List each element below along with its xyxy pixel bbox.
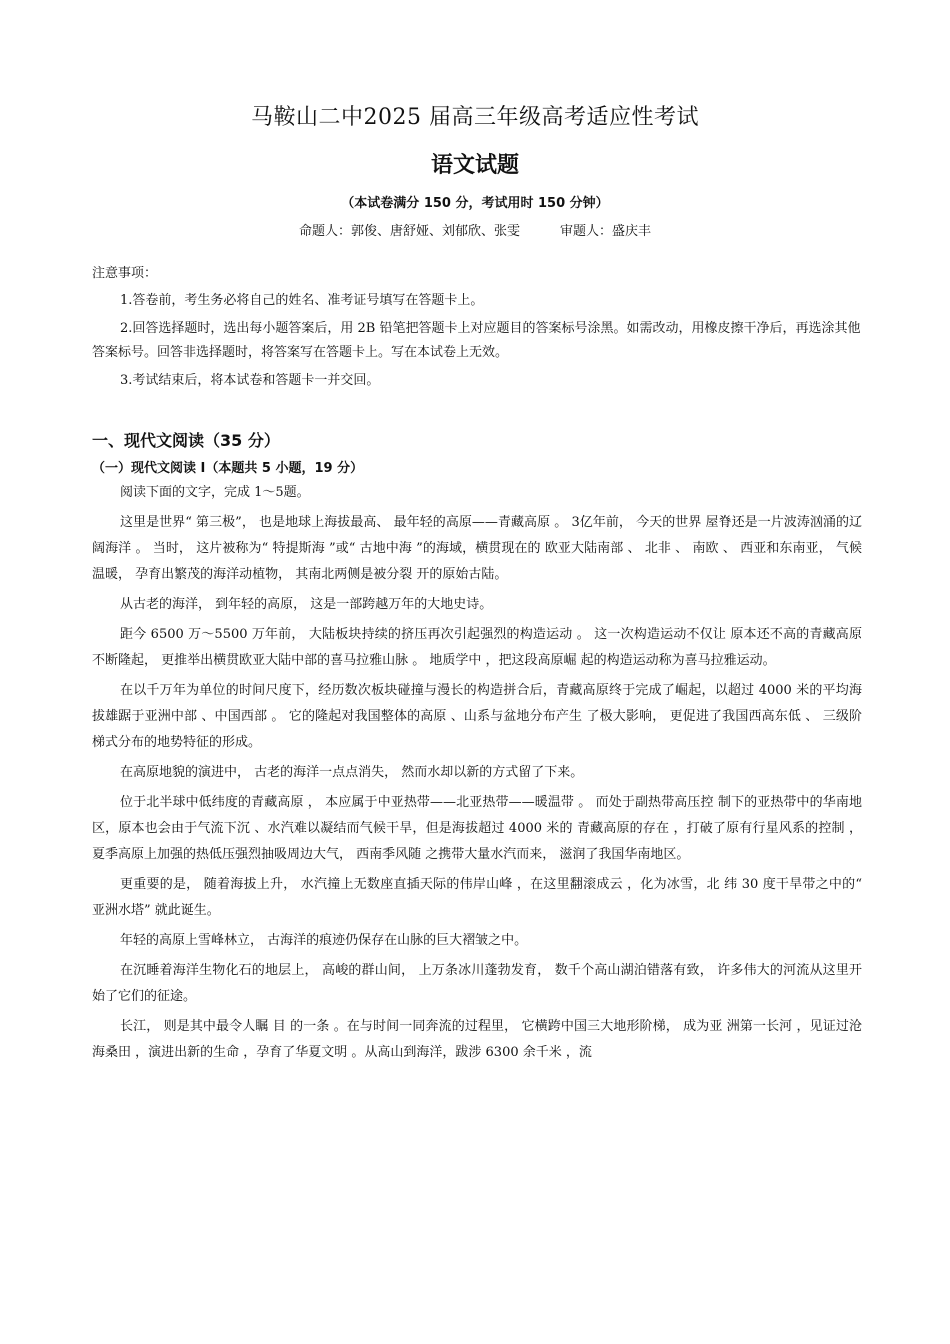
notice-item: 1.答卷前，考生务必将自己的姓名、准考证号填写在答题卡上。: [120, 293, 484, 308]
question-authors: 命题人：郭俊、唐舒娅、刘郁欣、张雯: [298, 224, 520, 239]
reviewer: 审题人：盛庆丰: [560, 224, 652, 239]
passage-paragraph: 位于北半球中低纬度的青藏高原 ， 本应属于中亚热带——北亚热带——暖温带 。 而处于副热带高压控 制下的亚热带中的华南地区，原本也会由于气流下沉 、水汽难以凝结而气候干旱，但是海拔超过 4000 米的 青藏高原的存在 ，打破了原有行星风系的控制 ，夏季高原上加强的热低压强烈抽吸周边大气， 西南季风随 之携带大量水汽而来， 滋润了我国华南地区。: [92, 795, 862, 862]
notice-item: 2.回答选择题时，选出每小题答案后，用 2B 铅笔把答题卡上对应题目的答案标号涂黑。如需改动，用橡皮擦干净后，再选涂其他答案标号。回答非选择题时，将答案写在答题卡上。写在本试卷上无效。: [92, 321, 861, 360]
passage-paragraph: 长江， 则是其中最令人瞩 目 的一条 。在与时间一同奔流的过程里， 它横跨中国三大地形阶梯， 成为亚 洲第一长河 ，见证过沧海桑田 ，演进出新的生命 ，孕育了华夏文明 。从高山到海洋，跋涉 6300 余千米 ，流: [92, 1019, 862, 1060]
exam-title: 马鞍山二中2025 届高三年级高考适应性考试: [251, 105, 699, 130]
passage-paragraph: 在以千万年为单位的时间尺度下，经历数次板块碰撞与漫长的构造拼合后，青藏高原终于完成了崛起，以超过 4000 米的平均海拔雄踞于亚洲中部 、中国西部 。 它的隆起对我国整体的高原 、山系与盆地分布产生 了极大影响， 更促进了我国西高东低 、 三级阶梯式分布的地势特征的形成。: [92, 683, 862, 750]
notice-heading: 注意事项：: [92, 266, 158, 281]
reading-passage: [92, 480, 862, 1070]
section-heading: 一、现代文阅读（35 分）: [92, 431, 280, 450]
notice-item: 3.考试结束后，将本试卷和答题卡一并交回。: [120, 373, 380, 388]
passage-paragraph: 年轻的高原上雪峰林立， 古海洋的痕迹仍保存在山脉的巨大褶皱之中。: [120, 933, 528, 948]
passage-paragraph: 更重要的是， 随着海拔上升， 水汽撞上无数座直插天际的伟岸山峰 ，在这里翻滚成云 ，化为冰雪，北 纬 30 度干旱带之中的“ 亚洲水塔” 就此诞生。: [92, 877, 862, 918]
passage-paragraph: 这里是世界“ 第三极”， 也是地球上海拔最高、 最年轻的高原——青藏高原 。 3亿年前， 今天的世界 屋脊还是一片波涛汹涌的辽阔海洋 。 当时， 这片被称为“ 特提斯海 ”或“ 古地中海 ”的海域，横贯现在的 欧亚大陆南部 、 北非 、 南欧 、 西亚和东南亚， 气候温暖， 孕育出繁茂的海洋动植物， 其南北两侧是被分裂 开的原始古陆。: [92, 515, 862, 582]
notice-block: [92, 262, 862, 397]
authors-line: [0, 220, 950, 239]
subject-title: 语文试题: [430, 153, 519, 178]
passage-paragraph: 在高原地貌的演进中， 古老的海洋一点点消失， 然而水却以新的方式留了下来。: [120, 765, 584, 780]
subsection-heading: （一）现代文阅读 Ⅰ（本题共 5 小题，19 分）: [92, 461, 364, 476]
passage-paragraph: 从古老的海洋， 到年轻的高原， 这是一部跨越万年的大地史诗。: [120, 597, 493, 612]
passage-paragraph: 在沉睡着海洋生物化石的地层上， 高峻的群山间， 上万条冰川蓬勃发育， 数千个高山湖泊错落有致， 许多伟大的河流从这里开始了它们的征途。: [92, 963, 862, 1004]
exam-score-time-note: （本试卷满分 150 分，考试用时 150 分钟）: [341, 196, 609, 211]
passage-paragraph: 距今 6500 万～5500 万年前， 大陆板块持续的挤压再次引起强烈的构造运动 。 这一次构造运动不仅让 原本还不高的青藏高原不断隆起， 更推举出横贯欧亚大陆中部的喜马拉雅山脉 。 地质学中 ，把这段高原崛 起的构造运动称为喜马拉雅运动。: [92, 627, 862, 668]
passage-instruction: 阅读下面的文字，完成 1～5题。: [120, 485, 310, 500]
